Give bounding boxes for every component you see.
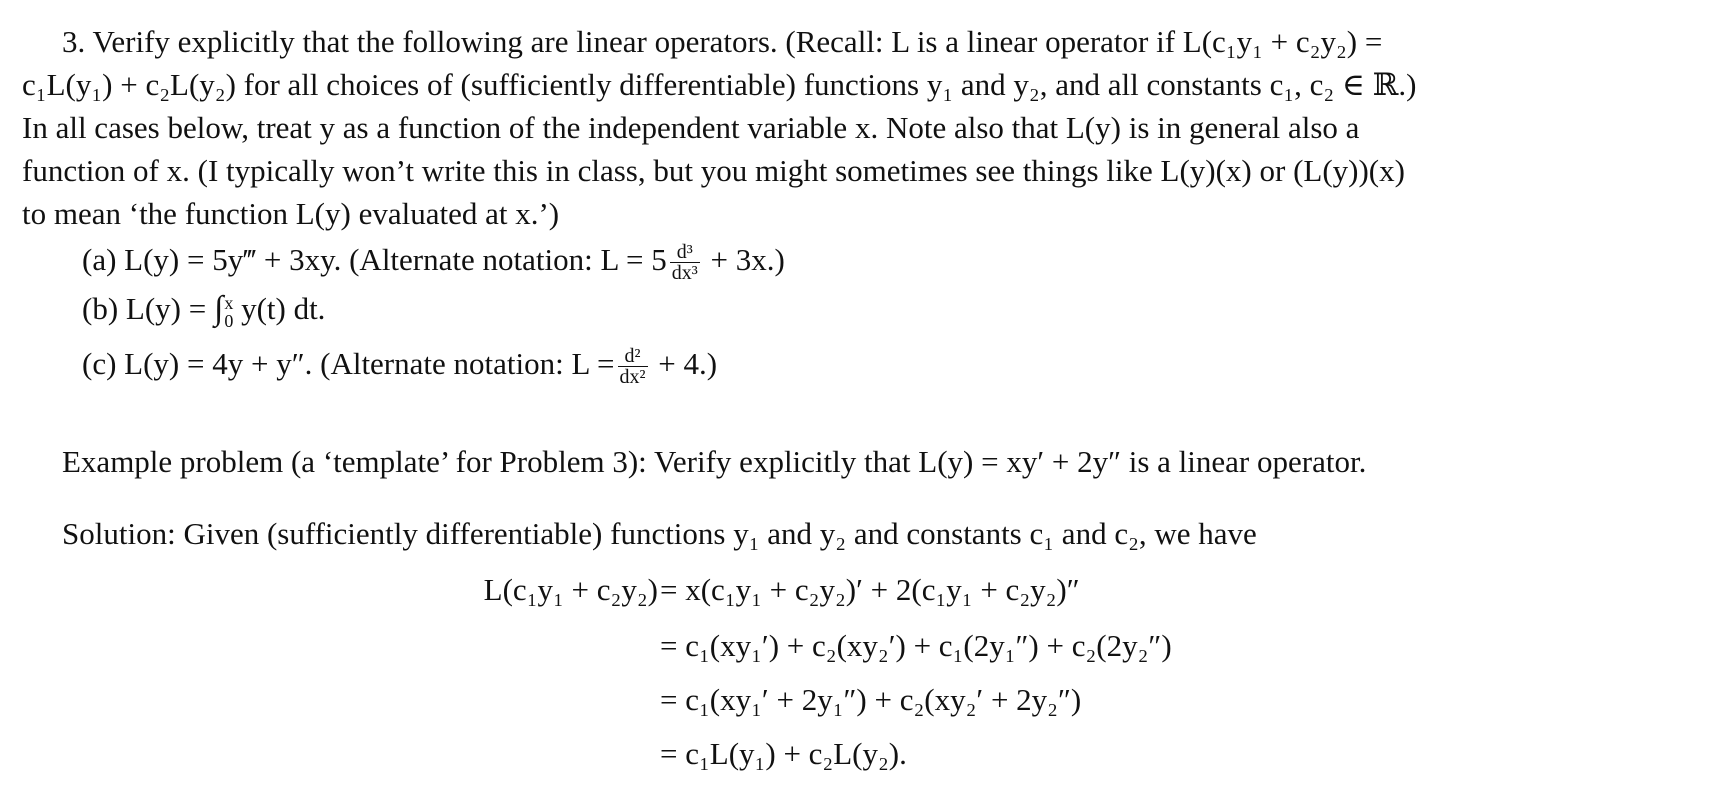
fraction-denominator: dx³	[671, 262, 698, 285]
fraction-numerator: d³	[670, 242, 700, 263]
item-tail: y(t) dt.	[241, 291, 326, 326]
problem-line-1	[22, 20, 1690, 63]
solution-intro: Solution: Given (sufficiently differentiable) functions y₁ and y₂ and constants c₁ and c₂, we have	[62, 516, 1257, 551]
list-item	[82, 342, 785, 391]
problem-statement	[22, 20, 1690, 235]
list-item	[82, 238, 785, 287]
equation-line: = c₁(xy₁′ + 2y₁″) + c₂(xy₂′ + 2y₂″)	[660, 682, 1082, 717]
list-item	[82, 287, 785, 336]
fraction	[618, 346, 648, 387]
equation-line: = x(c₁y₁ + c₂y₂)′ + 2(c₁y₁ + c₂y₂)″	[660, 572, 1080, 607]
problem-number: 3.	[62, 24, 86, 59]
equation-line: = c₁L(y₁) + c₂L(y₂).	[660, 736, 907, 771]
integral-upper: x	[224, 292, 234, 313]
problem-items	[82, 238, 785, 391]
item-label: (c)	[82, 346, 117, 381]
integral-limits	[224, 294, 233, 330]
fraction-denominator: dx²	[619, 366, 646, 389]
integral-lower: 0	[224, 310, 234, 331]
item-tail: + 4.)	[658, 346, 718, 381]
item-tail: + 3x.)	[710, 242, 785, 277]
problem-intro-1: Verify explicitly that the following are linear operators. (Recall: L is a linear operator if L(c₁y₁ + c₂y₂) =	[92, 24, 1383, 59]
equation-line: = c₁(xy₁′) + c₂(xy₂′) + c₁(2y₁″) + c₂(2y₂″)	[660, 628, 1172, 663]
problem-line-4: function of x. (I typically won’t write this in class, but you might sometimes see things like L(y)(x) or (L(y))(x)	[22, 153, 1405, 188]
fraction-numerator: d²	[618, 346, 648, 367]
item-label: (a)	[82, 242, 117, 277]
problem-line-3: In all cases below, treat y as a function of the independent variable x. Note also that L(y) is in general also a	[22, 110, 1360, 145]
problem-line-2: c₁L(y₁) + c₂L(y₂) for all choices of (sufficiently differentiable) functions y₁ and y₂, and all constants c₁, c₂ ∈ ℝ.)	[22, 67, 1417, 102]
problem-line-5: to mean ‘the function L(y) evaluated at x.’)	[22, 196, 560, 231]
item-text: L(y) = 5y‴ + 3xy. (Alternate notation: L = 5	[124, 242, 667, 277]
example-problem: Example problem (a ‘template’ for Problem 3): Verify explicitly that L(y) = xy′ + 2y″ is a linear operator.	[62, 444, 1367, 479]
fraction	[670, 242, 700, 283]
item-label: (b)	[82, 291, 119, 326]
item-text: L(y) =	[125, 291, 207, 326]
equation-lhs: L(c₁y₁ + c₂y₂)	[483, 572, 658, 607]
item-text: L(y) = 4y + y″. (Alternate notation: L =	[124, 346, 615, 381]
integral-sign: ∫	[213, 290, 224, 327]
